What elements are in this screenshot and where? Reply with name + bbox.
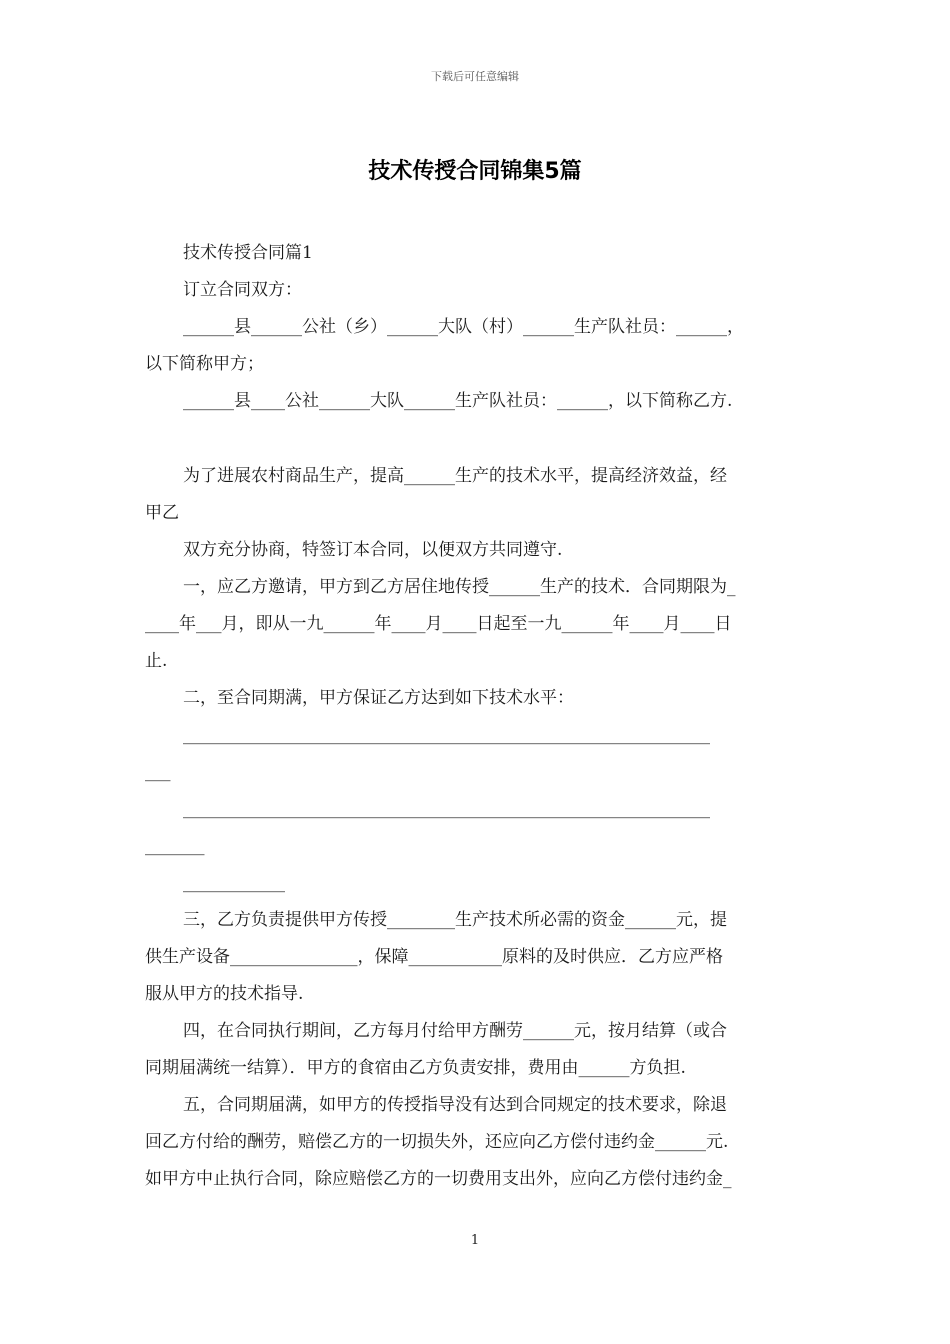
paragraph-line: 双方充分协商，特签订本合同，以便双方共同遵守.: [183, 540, 563, 560]
paragraph-line: 止.: [145, 651, 168, 671]
paragraph-line: ____年___月，即从一九______年____月____日起至一九______年____月____日: [145, 614, 732, 634]
blank-fill-line: ______________________________________________________________: [183, 799, 710, 819]
paragraph-line: 二，至合同期满，甲方保证乙方达到如下技术水平：: [183, 688, 574, 708]
page-number: 1: [470, 1233, 480, 1248]
paragraph-line: 为了进展农村商品生产，提高______生产的技术水平，提高经济效益，经: [183, 466, 727, 486]
paragraph-line: 五，合同期届满，如甲方的传授指导没有达到合同规定的技术要求，除退: [183, 1095, 727, 1115]
paragraph-line: 一，应乙方邀请，甲方到乙方居住地传授______生产的技术．合同期限为_: [183, 577, 736, 597]
document-title: 技术传授合同锦集5篇: [368, 159, 582, 184]
paragraph-line: 以下简称甲方；: [145, 354, 264, 374]
paragraph-gap: [145, 420, 810, 458]
paragraph-line: 甲乙: [145, 503, 179, 523]
paragraph-line: 三，乙方负责提供甲方传授________生产技术所必需的资金______元，提: [183, 910, 727, 930]
blank-fill-line: _______: [145, 836, 205, 856]
paragraph-line: 同期届满统一结算）．甲方的食宿由乙方负责安排，费用由______方负担.: [145, 1058, 686, 1078]
document-body: [145, 235, 810, 1198]
paragraph-line: ______县______公社（乡）______大队（村）______生产队社员：______，: [183, 317, 744, 337]
blank-fill-line: ____________: [183, 873, 285, 893]
paragraph-line: 供生产设备_______________，保障___________原料的及时供应．乙方应严格: [145, 947, 723, 967]
header-note: 下载后可任意编辑: [431, 70, 519, 83]
paragraph-line: 回乙方付给的酬劳，赔偿乙方的一切损失外，还应向乙方偿付违约金______元.: [145, 1132, 729, 1152]
paragraph-line: ______县____公社______大队______生产队社员：______，以下简称乙方.: [183, 391, 733, 411]
paragraph-line: 四，在合同执行期间，乙方每月付给甲方酬劳______元，按月结算（或合: [183, 1021, 727, 1041]
paragraph-line: 服从甲方的技术指导.: [145, 984, 304, 1004]
section-heading: 技术传授合同篇1: [183, 243, 313, 263]
blank-fill-line: ___: [145, 762, 171, 782]
blank-fill-line: ______________________________________________________________: [183, 725, 710, 745]
paragraph-line: 订立合同双方：: [183, 280, 302, 300]
paragraph-line: 如甲方中止执行合同，除应赔偿乙方的一切费用支出外，应向乙方偿付违约金_: [145, 1169, 732, 1189]
